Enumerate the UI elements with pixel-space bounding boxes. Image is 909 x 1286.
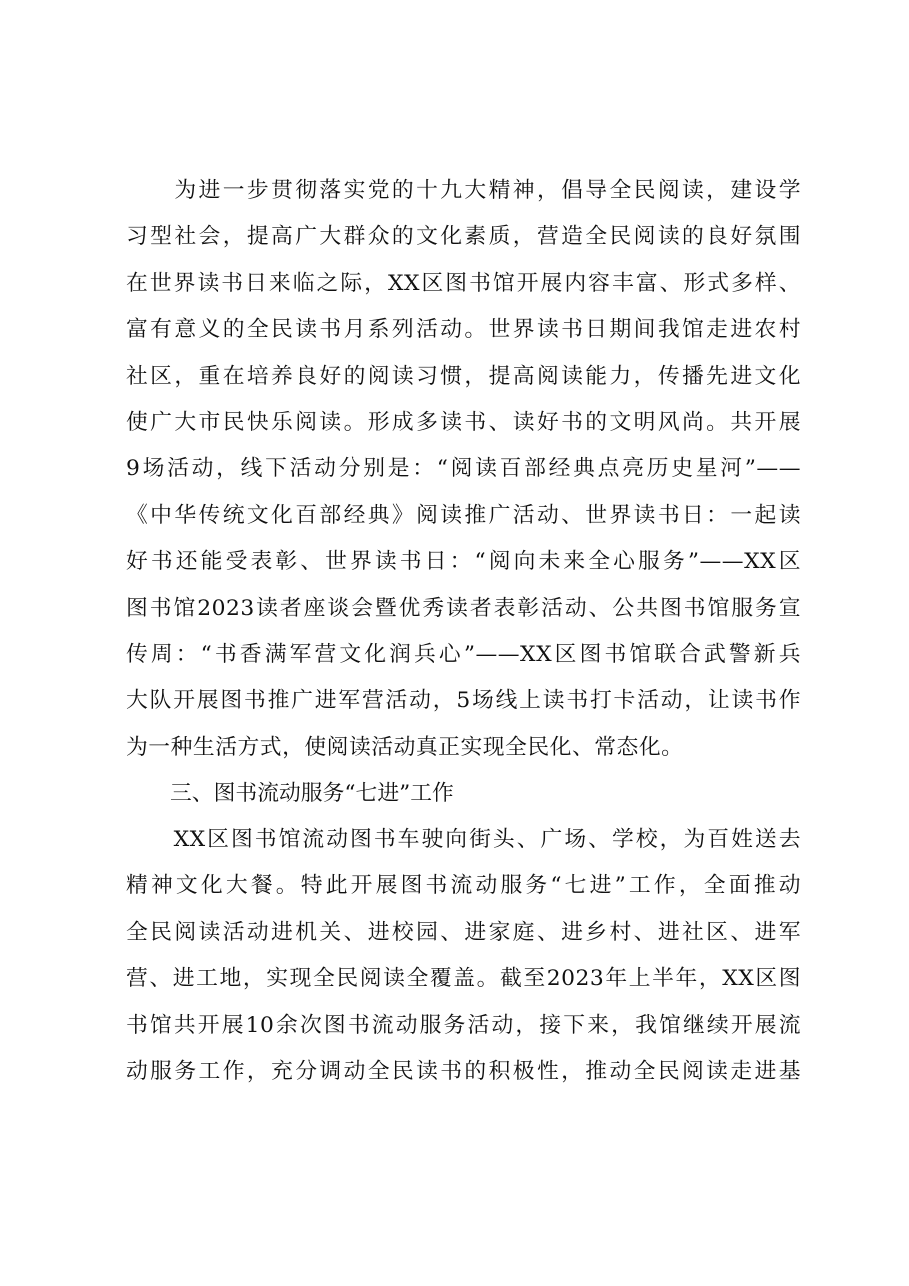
text-line: 营、进工地，实现全民阅读全覆盖。截至2023年上半年，XX区图	[126, 966, 801, 992]
text-line: 在世界读书日来临之际，XX区图书馆开展内容丰富、形式多样、	[126, 270, 801, 296]
paragraph-mobile-service	[126, 817, 801, 1095]
text-line: 全民阅读活动进机关、进校园、进家庭、进乡村、进社区、进军	[126, 919, 801, 945]
text-line: 大队开展图书推广进军营活动，5场线上读书打卡活动，让读书作	[126, 688, 801, 714]
text-line: 社区，重在培养良好的阅读习惯，提高阅读能力，传播先进文化	[126, 363, 801, 389]
text-line: 为进一步贯彻落实党的十九大精神，倡导全民阅读，建设学	[126, 178, 801, 203]
text-line: 《中华传统文化百部经典》阅读推广活动、世界读书日：一起读	[126, 502, 801, 528]
text-line: 9场活动，线下活动分别是：“阅读百部经典点亮历史星河”——	[126, 456, 801, 482]
text-line: XX区图书馆流动图书车驶向街头、广场、学校，为百姓送去	[126, 827, 801, 852]
text-line: 动服务工作，充分调动全民读书的积极性，推动全民阅读走进基	[126, 1058, 801, 1084]
text-line: 书馆共开展10余次图书流动服务活动，接下来，我馆继续开展流	[126, 1012, 801, 1038]
text-line: 习型社会，提高广大群众的文化素质，营造全民阅读的良好氛围	[126, 224, 801, 250]
section-heading: 三、图书流动服务“七进”工作	[170, 781, 454, 806]
text-line: 精神文化大餐。特此开展图书流动服务“七进”工作，全面推动	[126, 873, 801, 899]
text-line: 好书还能受表彰、世界读书日：“阅向未来全心服务”——XX区	[126, 549, 801, 575]
text-line: 使广大市民快乐阅读。形成多读书、读好书的文明风尚。共开展	[126, 409, 801, 435]
paragraph-reading-month	[126, 168, 801, 771]
text-line: 为一种生活方式，使阅读活动真正实现全民化、常态化。	[126, 734, 684, 760]
text-line: 图书馆2023读者座谈会暨优秀读者表彰活动、公共图书馆服务宣	[126, 595, 801, 621]
text-line: 传周：“书香满军营文化润兵心”——XX区图书馆联合武警新兵	[126, 641, 801, 667]
text-line: 富有意义的全民读书月系列活动。世界读书日期间我馆走进农村	[126, 317, 801, 343]
